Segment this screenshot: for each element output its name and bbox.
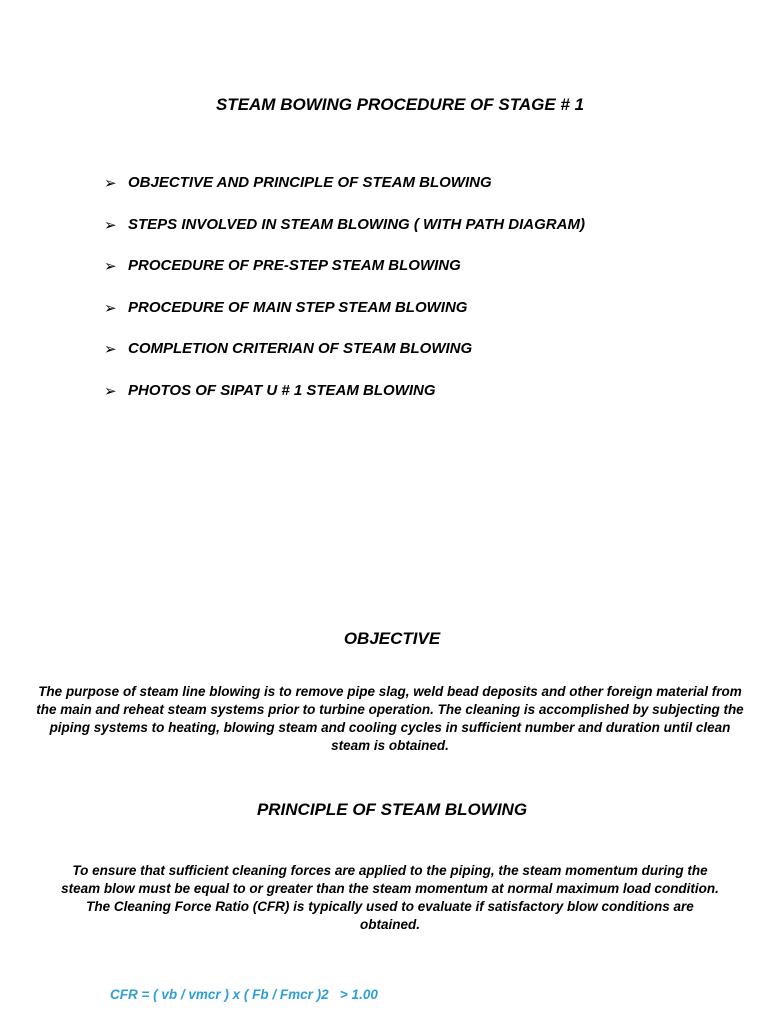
- cfr-formula: CFR = ( vb / vmcr ) x ( Fb / Fmcr )2 > 1.00: [110, 987, 378, 1002]
- contents-list: [104, 174, 585, 423]
- objective-paragraph: The purpose of steam line blowing is to remove pipe slag, weld bead deposits and other foreign material from the main and reheat steam systems prior to turbine operation. The cleaning is accomplished by subjecting the piping systems to heating, blowing steam and cooling cycles in sufficient number and duration until clean steam is obtained.: [36, 684, 744, 753]
- arrow-bullet-icon: ➢: [104, 258, 117, 275]
- list-item-label: OBJECTIVE AND PRINCIPLE OF STEAM BLOWING: [128, 174, 492, 191]
- list-item: [104, 216, 585, 258]
- arrow-bullet-icon: ➢: [104, 341, 117, 358]
- arrow-bullet-icon: ➢: [104, 216, 117, 234]
- list-item-label: STEPS INVOLVED IN STEAM BLOWING ( WITH PATH DIAGRAM): [128, 215, 585, 233]
- arrow-bullet-icon: ➢: [104, 382, 117, 400]
- principle-heading: PRINCIPLE OF STEAM BLOWING: [256, 800, 528, 819]
- list-item: [104, 299, 585, 341]
- objective-heading: OBJECTIVE: [343, 629, 441, 648]
- list-item: [104, 340, 585, 382]
- arrow-bullet-icon: ➢: [104, 175, 117, 192]
- principle-paragraph: To ensure that sufficient cleaning forces are applied to the piping, the steam momentum during the steam blow must be equal to or greater than the steam momentum at normal maximum load condition. The Cleaning Force Ratio (CFR) is typically used to evaluate if satisfactory blow conditions are obtained.: [61, 863, 719, 932]
- list-item-label: PROCEDURE OF PRE-STEP STEAM BLOWING: [128, 257, 461, 274]
- list-item: [104, 257, 585, 299]
- arrow-bullet-icon: ➢: [104, 299, 117, 317]
- page-title: STEAM BOWING PROCEDURE OF STAGE # 1: [215, 95, 585, 114]
- list-item: [104, 382, 585, 424]
- list-item-label: PROCEDURE OF MAIN STEP STEAM BLOWING: [128, 298, 468, 316]
- list-item: [104, 174, 585, 216]
- list-item-label: COMPLETION CRITERIAN OF STEAM BLOWING: [128, 340, 473, 357]
- list-item-label: PHOTOS OF SIPAT U # 1 STEAM BLOWING: [128, 381, 436, 399]
